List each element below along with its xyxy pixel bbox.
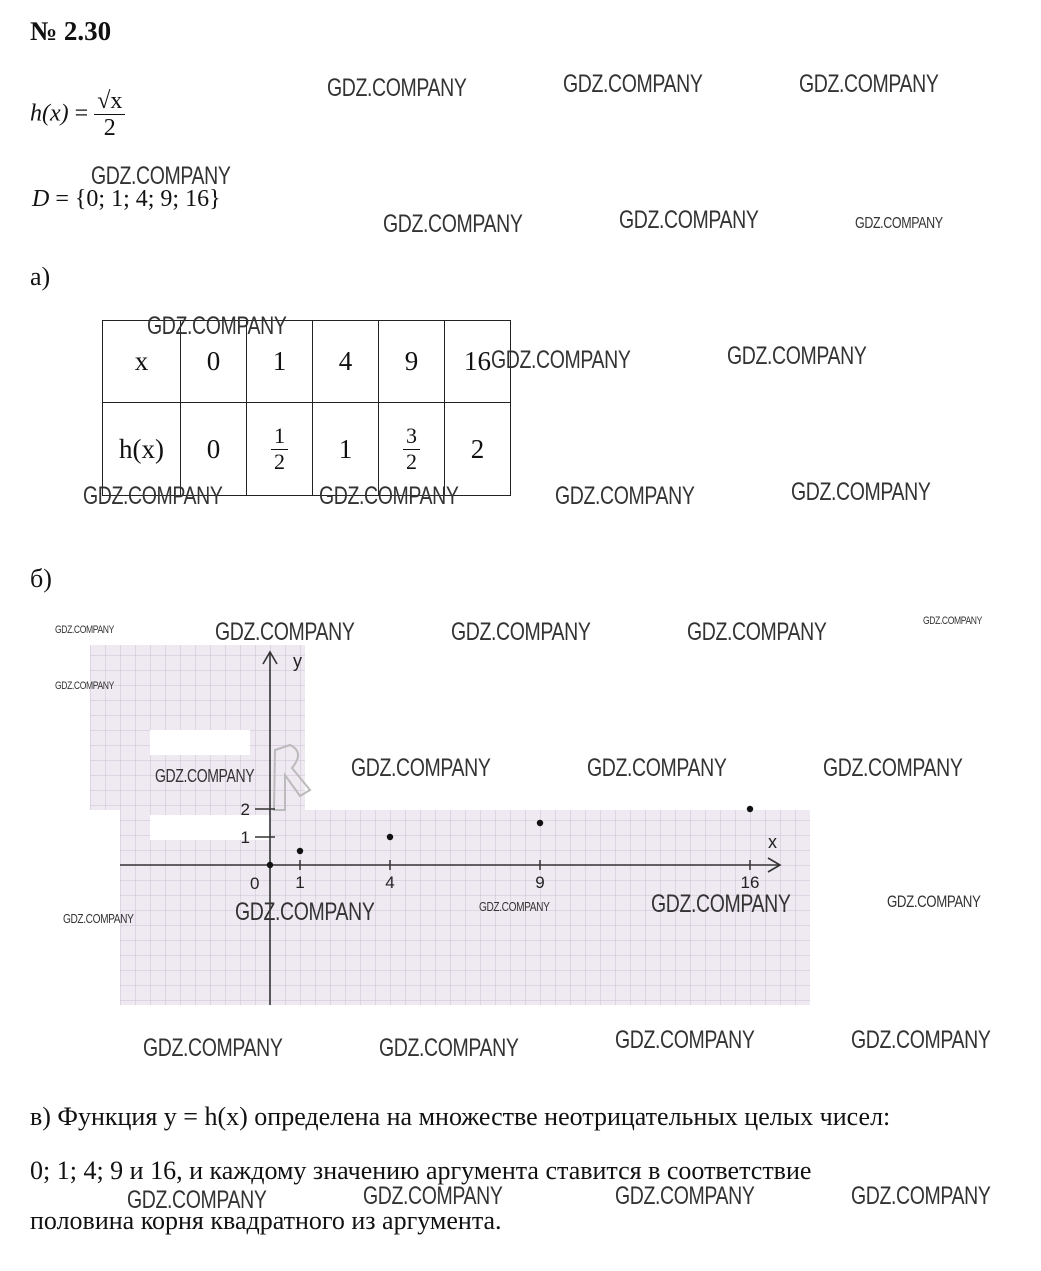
y-tick-label: 2 bbox=[240, 800, 250, 819]
watermark: GDZ.COMPANY bbox=[615, 1026, 755, 1054]
fraction-numerator: 1 bbox=[271, 424, 288, 449]
y-tick-label: 1 bbox=[240, 828, 250, 847]
graph-paper bbox=[90, 645, 810, 1005]
data-point bbox=[387, 834, 393, 840]
data-point bbox=[297, 848, 303, 854]
watermark: GDZ.COMPANY bbox=[799, 70, 939, 98]
watermark: GDZ.COMPANY bbox=[215, 618, 355, 646]
table-cell: 0 bbox=[181, 403, 247, 496]
x-axis-label: x bbox=[768, 832, 777, 852]
watermark: GDZ.COMPANY bbox=[887, 892, 981, 911]
watermark: GDZ.COMPANY bbox=[143, 1034, 283, 1062]
table-cell: 4 bbox=[313, 321, 379, 403]
watermark: GDZ.COMPANY bbox=[235, 898, 375, 926]
watermark: GDZ.COMPANY bbox=[923, 615, 982, 627]
table-cell: 2 bbox=[445, 403, 511, 496]
watermark: GDZ.COMPANY bbox=[351, 754, 491, 782]
table-header-x: x bbox=[103, 321, 181, 403]
part-b-label: б) bbox=[30, 564, 52, 593]
x-tick-label: 16 bbox=[740, 873, 760, 892]
fraction-numerator: 3 bbox=[403, 424, 420, 449]
watermark: GDZ.COMPANY bbox=[687, 618, 827, 646]
watermark: GDZ.COMPANY bbox=[791, 478, 931, 506]
fraction-denominator: 2 bbox=[406, 448, 417, 474]
data-point bbox=[537, 820, 543, 826]
watermark: GDZ.COMPANY bbox=[91, 162, 231, 190]
table-cell: 1 bbox=[313, 403, 379, 496]
watermark: GDZ.COMPANY bbox=[479, 899, 550, 914]
origin-label: 0 bbox=[250, 874, 260, 893]
formula-denominator: 2 bbox=[103, 115, 116, 142]
watermark: GDZ.COMPANY bbox=[327, 74, 467, 102]
watermark: GDZ.COMPANY bbox=[855, 215, 943, 232]
watermark: GDZ.COMPANY bbox=[615, 1182, 755, 1210]
domain-eq: = bbox=[55, 186, 69, 212]
domain-set: {0; 1; 4; 9; 16} bbox=[74, 186, 221, 212]
table-cell: 9 bbox=[379, 321, 445, 403]
watermark: GDZ.COMPANY bbox=[563, 70, 703, 98]
watermark: GDZ.COMPANY bbox=[55, 624, 114, 636]
part-a-label: а) bbox=[30, 262, 51, 291]
watermark: GDZ.COMPANY bbox=[851, 1026, 991, 1054]
answer-line-2: 0; 1; 4; 9 и 16, и каждому значению аргумента ставится в соответствие bbox=[30, 1156, 812, 1185]
watermark: GDZ.COMPANY bbox=[147, 312, 287, 340]
formula-lhs: h(x) bbox=[30, 100, 69, 127]
watermark: GDZ.COMPANY bbox=[555, 482, 695, 510]
table-header-h: h(x) bbox=[103, 403, 181, 496]
watermark: GDZ.COMPANY bbox=[379, 1034, 519, 1062]
watermark: GDZ.COMPANY bbox=[619, 206, 759, 234]
formula-eq: = bbox=[74, 100, 89, 127]
problem-number: № 2.30 bbox=[30, 16, 112, 46]
answer-line-3: половина корня квадратного из аргумента. bbox=[30, 1206, 502, 1235]
watermark: GDZ.COMPANY bbox=[823, 754, 963, 782]
watermark: GDZ.COMPANY bbox=[83, 482, 223, 510]
watermark: GDZ.COMPANY bbox=[319, 482, 459, 510]
watermark: GDZ.COMPANY bbox=[651, 890, 791, 918]
watermark: GDZ.COMPANY bbox=[727, 342, 867, 370]
watermark: GDZ.COMPANY bbox=[63, 911, 134, 926]
domain-lhs: D bbox=[32, 186, 50, 212]
watermark: GDZ.COMPANY bbox=[155, 766, 255, 786]
x-tick-label: 9 bbox=[535, 873, 545, 892]
data-point bbox=[267, 862, 273, 868]
y-axis-label: y bbox=[293, 651, 302, 671]
watermark: GDZ.COMPANY bbox=[383, 210, 523, 238]
watermark: GDZ.COMPANY bbox=[363, 1182, 503, 1210]
watermark: GDZ.COMPANY bbox=[587, 754, 727, 782]
data-point bbox=[747, 806, 753, 812]
table-cell: 0 bbox=[181, 321, 247, 403]
watermark: GDZ.COMPANY bbox=[451, 618, 591, 646]
table-cell: 16 bbox=[445, 321, 511, 403]
table-cell: 1 bbox=[247, 321, 313, 403]
fraction-denominator: 2 bbox=[274, 448, 285, 474]
watermark: GDZ.COMPANY bbox=[851, 1182, 991, 1210]
formula-numerator: √x bbox=[94, 88, 125, 115]
answer-line-1: в) Функция y = h(x) определена на множестве неотрицательных целых чисел: bbox=[30, 1102, 891, 1131]
x-tick-label: 4 bbox=[385, 873, 395, 892]
watermark: GDZ.COMPANY bbox=[55, 680, 114, 692]
watermark: GDZ.COMPANY bbox=[491, 346, 631, 374]
x-tick-label: 1 bbox=[295, 873, 305, 892]
watermark: GDZ.COMPANY bbox=[127, 1186, 267, 1214]
